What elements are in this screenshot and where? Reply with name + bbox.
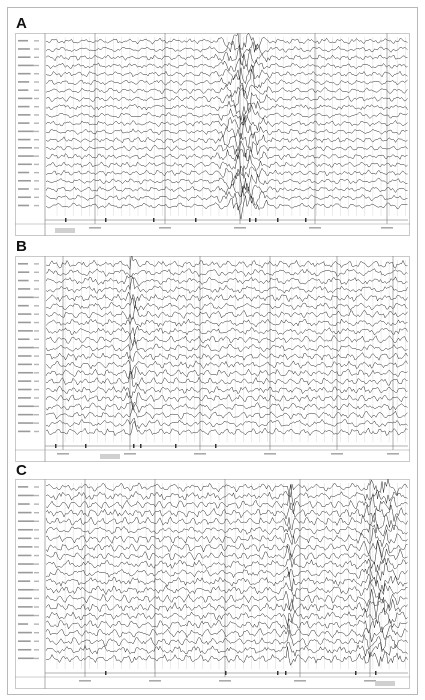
channel-label xyxy=(18,330,33,332)
channel-scale xyxy=(34,297,39,298)
channel-label xyxy=(18,546,32,548)
channel-label xyxy=(18,205,29,207)
channel-scale xyxy=(34,205,39,206)
eeg-channel-trace xyxy=(46,256,408,269)
eeg-recording-a xyxy=(15,33,410,236)
channel-scale xyxy=(34,406,39,407)
panel-b-label: B xyxy=(16,238,27,255)
channel-scale xyxy=(34,623,39,624)
panel-c-label: C xyxy=(16,462,27,479)
eeg-channel-trace xyxy=(46,317,408,327)
channel-scale xyxy=(34,123,39,124)
channel-scale xyxy=(34,139,39,140)
eeg-channel-trace xyxy=(46,166,408,185)
channel-label xyxy=(18,658,34,660)
event-tick xyxy=(255,218,257,222)
eeg-channel-trace xyxy=(46,366,408,379)
eeg-channel-trace xyxy=(46,384,408,398)
channel-scale xyxy=(34,81,39,82)
time-grid xyxy=(57,479,405,677)
time-tick-label xyxy=(149,680,161,682)
channel-scale xyxy=(34,546,39,547)
scroll-position-bar xyxy=(100,454,120,459)
eeg-channel-trace xyxy=(46,360,408,374)
channel-label xyxy=(18,73,31,75)
channel-label xyxy=(18,188,29,190)
channel-label xyxy=(18,98,32,100)
channel-scale xyxy=(34,389,39,390)
channel-label xyxy=(18,147,32,149)
channel-label xyxy=(18,65,34,67)
eeg-channel-trace xyxy=(46,493,408,514)
channel-scale xyxy=(34,538,39,539)
time-tick-label xyxy=(309,227,321,229)
time-tick-label xyxy=(294,680,306,682)
time-tick-label xyxy=(331,453,343,455)
event-tick xyxy=(133,444,135,448)
event-tick xyxy=(305,218,307,222)
channel-label xyxy=(18,422,34,424)
channel-scale xyxy=(34,615,39,616)
channel-label xyxy=(18,322,31,324)
channel-scale xyxy=(34,114,39,115)
channel-label xyxy=(18,89,28,91)
channel-label xyxy=(18,364,32,366)
eeg-channel-trace xyxy=(46,402,408,413)
eeg-channel-trace xyxy=(46,101,408,120)
time-tick-label xyxy=(364,680,376,682)
channel-scale xyxy=(34,57,39,58)
time-grid xyxy=(57,33,405,224)
event-tick xyxy=(375,671,377,675)
channel-label xyxy=(18,271,29,273)
channel-label xyxy=(18,81,29,83)
channel-label xyxy=(18,48,30,50)
time-tick-label xyxy=(234,227,246,229)
eeg-channel-trace xyxy=(46,528,408,547)
channel-label xyxy=(18,572,33,574)
event-tick xyxy=(140,444,142,448)
channel-label xyxy=(18,347,34,349)
eeg-channel-trace xyxy=(46,392,408,405)
channel-scale xyxy=(34,131,39,132)
time-tick-label xyxy=(124,453,136,455)
channel-label xyxy=(18,538,31,540)
eeg-channel-trace xyxy=(46,540,408,557)
channel-label xyxy=(18,172,29,174)
channel-label xyxy=(18,414,33,416)
channel-scale xyxy=(34,397,39,398)
scroll-position-bar xyxy=(375,681,395,686)
channel-label xyxy=(18,196,31,198)
channel-label xyxy=(18,520,34,522)
channel-label xyxy=(18,606,33,608)
channel-label xyxy=(18,131,34,133)
channel-scale xyxy=(34,521,39,522)
channel-scale xyxy=(34,98,39,99)
channel-label xyxy=(18,40,28,42)
eeg-channel-trace xyxy=(46,49,408,67)
eeg-channel-trace xyxy=(46,630,408,650)
channel-label xyxy=(18,405,34,407)
channel-label-column xyxy=(18,40,39,206)
channel-label xyxy=(18,155,34,157)
channel-scale xyxy=(34,73,39,74)
channel-label xyxy=(18,372,33,374)
eeg-channel-trace xyxy=(46,169,408,193)
channel-scale xyxy=(34,347,39,348)
time-tick-label xyxy=(381,227,393,229)
channel-label xyxy=(18,106,30,108)
channel-label xyxy=(18,338,30,340)
channel-scale xyxy=(34,606,39,607)
event-tick xyxy=(225,671,227,675)
scroll-position-bar xyxy=(55,228,75,233)
channel-label xyxy=(18,139,30,141)
channel-label xyxy=(18,397,31,399)
time-tick-label xyxy=(159,227,171,229)
channel-scale xyxy=(34,330,39,331)
channel-scale xyxy=(34,431,39,432)
eeg-channel-trace xyxy=(46,371,408,386)
eeg-channel-trace xyxy=(46,276,408,286)
eeg-traces xyxy=(46,33,408,219)
channel-scale xyxy=(34,106,39,107)
channel-label xyxy=(18,180,31,182)
channel-label xyxy=(18,649,31,651)
channel-scale xyxy=(34,658,39,659)
event-tick xyxy=(65,218,67,222)
eeg-channel-trace xyxy=(46,117,408,139)
channel-label xyxy=(18,615,34,617)
channel-scale xyxy=(34,649,39,650)
channel-scale xyxy=(34,563,39,564)
eeg-channel-trace xyxy=(46,484,408,505)
channel-scale xyxy=(34,147,39,148)
plot-border xyxy=(16,34,410,236)
event-tick xyxy=(175,444,177,448)
channel-scale xyxy=(34,495,39,496)
eeg-channel-trace xyxy=(46,141,408,159)
channel-scale xyxy=(34,155,39,156)
channel-scale xyxy=(34,313,39,314)
event-tick xyxy=(85,444,87,448)
channel-label xyxy=(18,529,33,531)
eeg-channel-trace xyxy=(46,524,408,537)
channel-label xyxy=(18,512,32,514)
channel-scale xyxy=(34,172,39,173)
channel-label xyxy=(18,563,34,565)
channel-scale xyxy=(34,339,39,340)
eeg-traces xyxy=(46,479,408,666)
eeg-traces xyxy=(46,256,408,436)
channel-label xyxy=(18,280,29,282)
channel-scale xyxy=(34,422,39,423)
channel-label xyxy=(18,313,31,315)
channel-label xyxy=(18,288,30,290)
eeg-channel-trace xyxy=(46,326,408,336)
time-tick-label xyxy=(57,453,69,455)
channel-label xyxy=(18,503,30,505)
channel-scale xyxy=(34,280,39,281)
channel-label xyxy=(18,598,32,600)
eeg-channel-trace xyxy=(46,66,408,84)
eeg-channel-trace xyxy=(46,541,408,568)
eeg-channel-trace xyxy=(46,335,408,346)
channel-scale xyxy=(34,364,39,365)
channel-label xyxy=(18,486,28,488)
time-tick-label xyxy=(89,227,101,229)
channel-label xyxy=(18,56,31,58)
eeg-channel-trace xyxy=(46,294,408,310)
event-tick xyxy=(277,671,279,675)
channel-scale xyxy=(34,589,39,590)
event-tick xyxy=(249,218,251,222)
channel-label xyxy=(18,114,30,116)
time-tick-label xyxy=(387,453,399,455)
eeg-channel-trace xyxy=(46,41,408,58)
channel-scale xyxy=(34,263,39,264)
eeg-plot-c xyxy=(15,479,410,689)
eeg-channel-trace xyxy=(46,340,408,351)
time-tick-label xyxy=(194,453,206,455)
channel-scale xyxy=(34,305,39,306)
channel-scale xyxy=(34,272,39,273)
channel-label xyxy=(18,122,29,124)
channel-scale xyxy=(34,322,39,323)
event-tick xyxy=(105,671,107,675)
channel-label xyxy=(18,297,34,299)
eeg-channel-trace xyxy=(46,196,408,220)
channel-scale xyxy=(34,598,39,599)
channel-label-column xyxy=(18,263,39,432)
channel-label xyxy=(18,389,31,391)
eeg-channel-trace xyxy=(46,116,408,131)
eeg-channel-trace xyxy=(46,351,408,361)
eeg-channel-trace xyxy=(46,580,408,599)
channel-scale xyxy=(34,503,39,504)
time-tick-label xyxy=(79,680,91,682)
channel-scale xyxy=(34,529,39,530)
time-tick-label xyxy=(264,453,276,455)
channel-scale xyxy=(34,90,39,91)
channel-scale xyxy=(34,555,39,556)
panel-a-label: A xyxy=(16,15,27,32)
channel-scale xyxy=(34,40,39,41)
channel-scale xyxy=(34,572,39,573)
channel-scale xyxy=(34,581,39,582)
channel-scale xyxy=(34,288,39,289)
channel-label xyxy=(18,380,31,382)
event-tick xyxy=(215,444,217,448)
eeg-channel-trace xyxy=(46,33,408,50)
eeg-plot-b xyxy=(15,256,410,462)
channel-scale xyxy=(34,188,39,189)
channel-scale xyxy=(34,180,39,181)
eeg-channel-trace xyxy=(46,292,408,309)
channel-scale xyxy=(34,197,39,198)
channel-scale xyxy=(34,164,39,165)
channel-label xyxy=(18,163,32,165)
channel-label xyxy=(18,495,34,497)
plot-border xyxy=(16,257,410,462)
eeg-channel-trace xyxy=(46,269,408,277)
event-tick xyxy=(355,671,357,675)
channel-scale xyxy=(34,641,39,642)
event-tick xyxy=(105,218,107,222)
channel-label xyxy=(18,263,28,265)
channel-scale xyxy=(34,381,39,382)
eeg-recording-c xyxy=(15,479,410,689)
eeg-channel-trace xyxy=(46,613,408,633)
channel-label-column xyxy=(18,486,39,659)
eeg-plot-a xyxy=(15,33,410,236)
event-tick xyxy=(153,218,155,222)
eeg-recording-b xyxy=(15,256,410,462)
eeg-channel-trace xyxy=(46,133,408,151)
eeg-channel-trace xyxy=(46,642,408,657)
channel-label xyxy=(18,555,31,557)
channel-label xyxy=(18,623,28,625)
eeg-channel-trace xyxy=(46,85,408,99)
channel-label xyxy=(18,305,29,307)
channel-scale xyxy=(34,632,39,633)
channel-scale xyxy=(34,414,39,415)
event-tick xyxy=(55,444,57,448)
channel-label xyxy=(18,355,32,357)
event-tick xyxy=(285,671,287,675)
channel-label xyxy=(18,632,32,634)
eeg-channel-trace xyxy=(46,479,408,499)
channel-scale xyxy=(34,65,39,66)
time-tick-label xyxy=(219,680,231,682)
event-tick xyxy=(195,218,197,222)
channel-label xyxy=(18,580,30,582)
eeg-channel-trace xyxy=(46,149,408,161)
channel-scale xyxy=(34,355,39,356)
channel-scale xyxy=(34,48,39,49)
time-grid xyxy=(57,256,405,450)
channel-scale xyxy=(34,512,39,513)
eeg-channel-trace xyxy=(46,421,408,435)
channel-label xyxy=(18,640,31,642)
event-tick xyxy=(277,218,279,222)
eeg-channel-trace xyxy=(46,69,408,91)
channel-scale xyxy=(34,372,39,373)
channel-label xyxy=(18,431,30,433)
channel-label xyxy=(18,589,34,591)
eeg-channel-trace xyxy=(46,418,408,428)
eeg-channel-trace xyxy=(46,307,408,320)
channel-scale xyxy=(34,486,39,487)
